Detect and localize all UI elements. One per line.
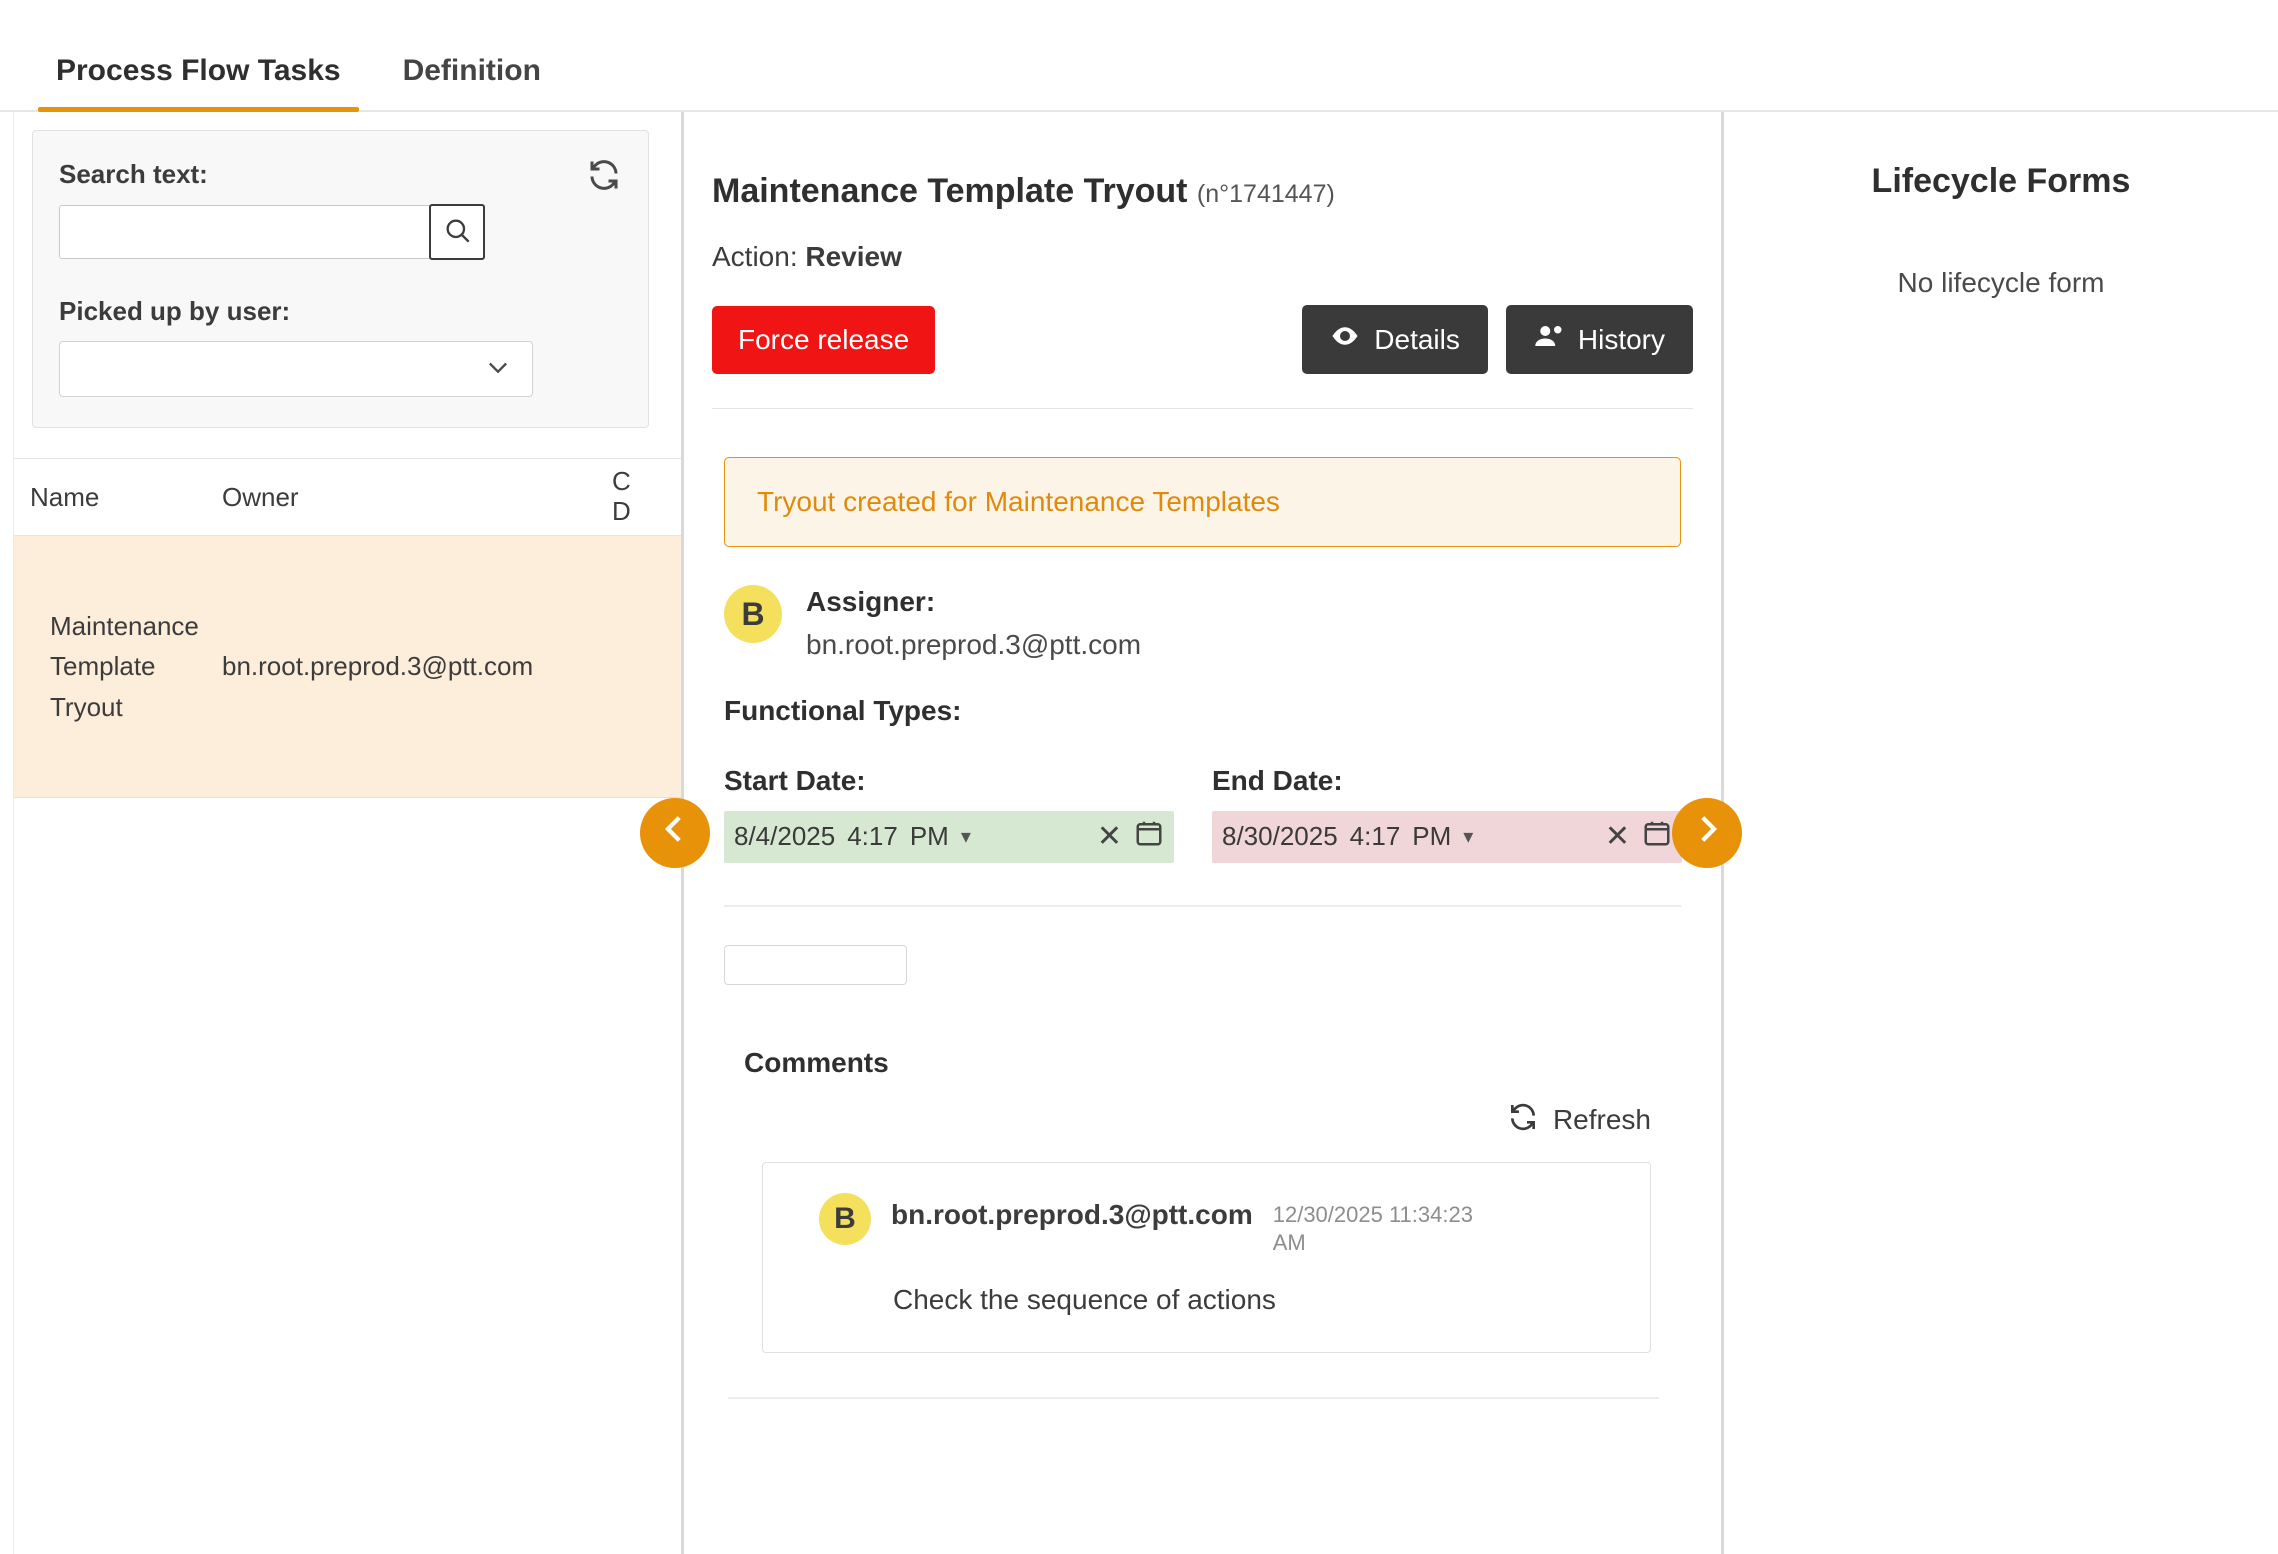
comment-body: Check the sequence of actions <box>893 1283 1276 1315</box>
task-title-text: Maintenance Template Tryout <box>712 172 1188 210</box>
force-release-button[interactable]: Force release <box>712 306 935 374</box>
clear-icon[interactable]: ✕ <box>1096 820 1122 854</box>
action-value: Review <box>805 241 902 272</box>
assigner-text <box>806 585 1141 661</box>
divider <box>728 1397 1659 1399</box>
action-line <box>712 241 1693 273</box>
search-icon <box>443 216 471 249</box>
divider <box>724 905 1681 907</box>
search-button[interactable] <box>429 204 485 260</box>
chevron-right-icon <box>1690 811 1724 856</box>
clear-icon[interactable]: ✕ <box>1604 820 1630 854</box>
comment-timestamp: 12/30/2025 11:34:23 AM <box>1272 1201 1473 1256</box>
calendar-icon[interactable] <box>1134 818 1164 855</box>
comments-title: Comments <box>744 1046 889 1078</box>
tasks-left-panel <box>0 112 684 1554</box>
column-header-owner: Owner <box>222 481 299 512</box>
assigner-label: Assigner: <box>806 586 936 617</box>
user-history-icon <box>1534 321 1564 358</box>
start-date-label: Start Date: <box>724 764 866 796</box>
start-time-value: 4:17 <box>847 821 898 852</box>
start-meridiem-value: PM <box>909 821 949 852</box>
end-date-input[interactable] <box>1212 811 1682 863</box>
end-time-value: 4:17 <box>1349 821 1401 852</box>
previous-task-button[interactable] <box>640 798 710 868</box>
list-item <box>762 1162 1651 1353</box>
assigner-block <box>724 585 1681 661</box>
start-date-value: 8/4/2025 <box>734 821 836 852</box>
date-fields <box>724 765 1721 863</box>
main-layout <box>0 112 2278 1554</box>
search-text-label: Search text: <box>59 159 208 189</box>
task-name: Maintenance Template Tryout <box>50 611 199 722</box>
chevron-left-icon <box>658 811 692 856</box>
task-detail-panel <box>684 112 1724 1554</box>
task-number: (n°1741447) <box>1196 180 1335 208</box>
start-date-input[interactable] <box>724 811 1174 863</box>
tab-definition[interactable] <box>385 54 559 110</box>
action-label: Action: <box>712 241 798 272</box>
tab-process-flow-tasks[interactable] <box>38 54 359 110</box>
tasks-table-header <box>0 458 681 536</box>
calendar-icon[interactable] <box>1642 818 1672 855</box>
table-row[interactable] <box>0 536 681 798</box>
extra-text-input[interactable] <box>724 945 907 985</box>
comment-author: bn.root.preprod.3@ptt.com <box>891 1198 1253 1230</box>
end-date-label: End Date: <box>1212 764 1343 796</box>
page-title <box>712 172 1693 211</box>
tab-label: Process Flow Tasks <box>56 54 341 87</box>
comment-header <box>797 1193 1616 1258</box>
tab-label: Definition <box>402 54 541 87</box>
column-header-name: Name <box>30 481 100 512</box>
assigner-value: bn.root.preprod.3@ptt.com <box>806 628 1142 660</box>
end-date-value: 8/30/2025 <box>1222 821 1338 852</box>
eye-icon <box>1330 321 1360 358</box>
lifecycle-forms-panel <box>1724 112 2278 1554</box>
tryout-notice: Tryout created for Maintenance Templates <box>724 457 1681 547</box>
functional-types-label: Functional Types: <box>724 694 962 726</box>
search-input[interactable] <box>59 205 431 259</box>
task-filter-box <box>32 130 649 428</box>
end-meridiem-value: PM <box>1412 821 1452 852</box>
avatar: B <box>724 585 782 643</box>
task-action-buttons <box>712 305 1693 374</box>
refresh-icon[interactable] <box>586 157 622 193</box>
divider <box>712 408 1693 409</box>
search-row <box>59 204 622 260</box>
chevron-down-icon[interactable]: ▾ <box>960 826 971 849</box>
left-edge-strip <box>0 112 14 1554</box>
lifecycle-forms-title: Lifecycle Forms <box>1871 162 2131 200</box>
refresh-label: Refresh <box>1552 1104 1651 1136</box>
picked-up-by-user-label: Picked up by user: <box>59 296 291 326</box>
next-task-button[interactable] <box>1672 798 1742 868</box>
chevron-down-icon <box>484 353 512 386</box>
details-button[interactable] <box>1302 305 1488 374</box>
lifecycle-forms-empty-message: No lifecycle form <box>1897 267 2105 298</box>
start-date-group <box>724 765 1174 863</box>
history-label: History <box>1577 323 1665 355</box>
column-header-extra: C D <box>612 466 631 526</box>
details-label: Details <box>1374 323 1460 355</box>
picked-up-by-user-select[interactable] <box>59 341 533 397</box>
task-detail-inner <box>684 172 1721 409</box>
top-tab-bar <box>0 0 2278 112</box>
task-owner: bn.root.preprod.3@ptt.com <box>222 651 534 681</box>
chevron-down-icon[interactable]: ▾ <box>1463 826 1474 849</box>
end-date-group <box>1212 765 1682 863</box>
history-button[interactable] <box>1506 305 1693 374</box>
comments-refresh-button[interactable] <box>684 1101 1651 1140</box>
refresh-icon <box>1507 1101 1539 1140</box>
avatar: B <box>819 1193 871 1245</box>
